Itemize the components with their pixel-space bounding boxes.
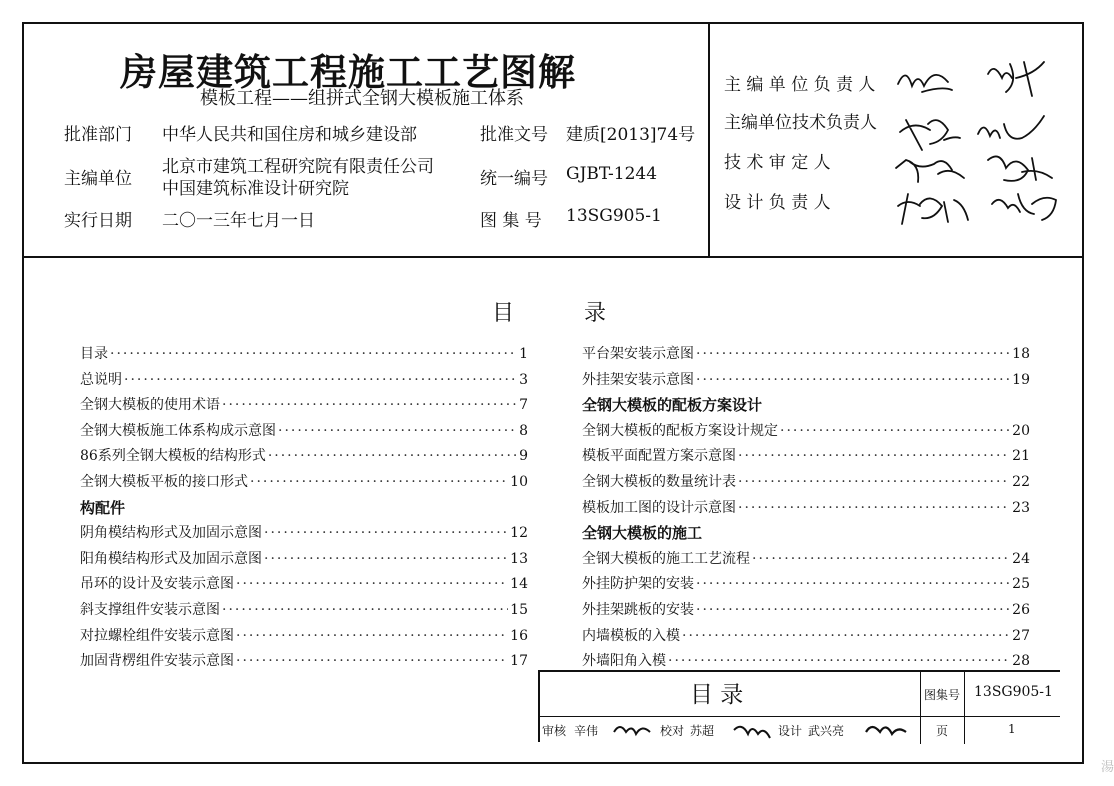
toc-leader-dots [738, 470, 1010, 496]
toc-leader-dots [236, 649, 508, 675]
toc-entry-page: 27 [1012, 627, 1030, 644]
toc-leader-dots [222, 393, 517, 419]
toc-entry-label: 86系列全钢大模板的结构形式 [80, 448, 266, 465]
toc-leader-dots [738, 496, 1010, 522]
toc-section-heading [582, 521, 1030, 547]
toc-leader-dots [278, 419, 517, 445]
toc-entry-label: 全钢大模板的施工工艺流程 [582, 550, 750, 567]
toc-entry[interactable] [80, 419, 528, 445]
toc-entry-label: 吊环的设计及安装示意图 [80, 576, 234, 593]
designer-signature [862, 718, 912, 740]
designer-name: 武兴亮 [808, 724, 845, 738]
toc-entry-label: 平台架安装示意图 [582, 346, 694, 362]
toc-entry[interactable] [582, 444, 1030, 470]
design-label: 设计 [778, 724, 803, 738]
toc-entry[interactable] [582, 419, 1030, 445]
toc-entry-label: 全钢大模板的施工 [582, 524, 703, 543]
toc-entry[interactable] [582, 572, 1030, 598]
toc-entry-page: 1 [519, 346, 528, 362]
toc-leader-dots [236, 572, 508, 598]
sig-row1-label: 主 编 单 位 负 责 人 [724, 75, 876, 95]
toc-entry-label: 斜支撑组件安装示意图 [80, 601, 220, 618]
toc-entry[interactable] [582, 624, 1030, 650]
toc-entry-label: 阴角模结构形式及加固示意图 [80, 525, 262, 542]
date-label: 实行日期 [64, 211, 132, 231]
toc-entry-label: 阳角模结构形式及加固示意图 [80, 550, 262, 567]
reviewer-name: 辛伟 [574, 724, 599, 738]
toc-entry-label: 总说明 [80, 371, 122, 388]
toc-leader-dots [264, 521, 508, 547]
doc-no-value: 建质[2013]74号 [566, 125, 696, 145]
page-number: 1 [1008, 722, 1016, 736]
toc-entry[interactable] [582, 496, 1030, 522]
page-label: 页 [936, 724, 949, 738]
toc-entry-label: 全钢大模板的使用术语 [80, 397, 220, 414]
toc-entry[interactable] [80, 547, 528, 573]
toc-entry-page: 12 [510, 525, 528, 542]
toc-entry-page: 20 [1012, 422, 1030, 439]
editor-label: 主编单位 [64, 169, 132, 189]
doc-no-label: 批准文号 [480, 125, 548, 145]
toc-entry-label: 对拉螺栓组件安装示意图 [80, 627, 234, 644]
toc-leader-dots [738, 444, 1010, 470]
drawing-frame [22, 22, 1084, 764]
title-block-divider [964, 672, 965, 744]
toc-entry-page: 3 [519, 371, 528, 388]
toc-entry[interactable] [80, 649, 528, 675]
toc-section-heading [582, 393, 1030, 419]
toc-left-column [80, 342, 528, 675]
toc-entry-page: 9 [519, 448, 528, 465]
checker-signature [730, 718, 774, 740]
toc-leader-dots [268, 444, 517, 470]
toc-leader-dots [696, 572, 1010, 598]
title-block [538, 670, 1060, 742]
check-label: 校对 [660, 724, 685, 738]
atlas-no-value: 13SG905-1 [566, 206, 662, 226]
page-title: 房屋建筑工程施工工艺图解 [120, 50, 576, 94]
toc-title-right: 录 [584, 301, 607, 326]
toc-entry-label: 全钢大模板的数量统计表 [582, 473, 736, 490]
toc-leader-dots [780, 419, 1010, 445]
toc-entry-page: 14 [510, 576, 528, 593]
unified-no-value: GJBT-1244 [566, 164, 658, 184]
title-block-atlas-value: 13SG905-1 [974, 684, 1053, 700]
toc-entry[interactable] [80, 470, 528, 496]
toc-entry[interactable] [80, 521, 528, 547]
toc-leader-dots [236, 624, 508, 650]
toc-entry-label: 外挂防护架的安装 [582, 576, 694, 593]
toc-entry-label: 外挂架安装示意图 [582, 371, 694, 388]
approval-dept-value: 中华人民共和国住房和城乡建设部 [162, 125, 417, 145]
toc-leader-dots [110, 342, 517, 368]
toc-entry-page: 8 [519, 422, 528, 439]
toc-entry-label: 外墙阳角入模 [582, 653, 666, 670]
approval-dept-label: 批准部门 [64, 125, 132, 145]
toc-entry-label: 全钢大模板平板的接口形式 [80, 473, 248, 490]
watermark: 湯 [1100, 760, 1114, 775]
toc-leader-dots [752, 547, 1010, 573]
editor-value-1: 北京市建筑工程研究院有限责任公司 [162, 157, 434, 177]
title-block-name: 目 录 [690, 682, 744, 708]
toc-entry-page: 25 [1012, 576, 1030, 593]
toc-entry-label: 内墙模板的入模 [582, 627, 680, 644]
toc-entry-page: 24 [1012, 550, 1030, 567]
toc-entry-page: 16 [510, 627, 528, 644]
toc-entry[interactable] [582, 368, 1030, 394]
toc-entry[interactable] [80, 444, 528, 470]
toc-entry[interactable] [80, 598, 528, 624]
toc-entry-page: 22 [1012, 473, 1030, 490]
toc-entry-label: 全钢大模板施工体系构成示意图 [80, 422, 276, 439]
toc-leader-dots [124, 368, 517, 394]
toc-leader-dots [696, 368, 1010, 394]
toc-entry-page: 21 [1012, 448, 1030, 465]
toc-entry[interactable] [80, 393, 528, 419]
toc-entry-label: 构配件 [80, 498, 126, 517]
handwritten-signatures [892, 54, 1072, 244]
toc-entry-label: 加固背楞组件安装示意图 [80, 653, 234, 670]
toc-entry[interactable] [582, 547, 1030, 573]
toc-leader-dots [250, 470, 508, 496]
reviewer-signature [610, 718, 654, 740]
toc-entry-label: 外挂架跳板的安装 [582, 601, 694, 618]
title-block-atlas-label: 图集号 [924, 688, 961, 702]
checker-name: 苏超 [690, 724, 715, 738]
toc-right-column [582, 342, 1030, 675]
page-subtitle: 模板工程——组拼式全钢大模板施工体系 [200, 88, 524, 109]
toc-entry-label: 全钢大模板的配板方案设计规定 [582, 422, 778, 439]
toc-entry[interactable] [582, 470, 1030, 496]
header-divider-horizontal [24, 256, 1082, 258]
toc-leader-dots [696, 598, 1010, 624]
atlas-no-label: 图 集 号 [480, 211, 542, 231]
title-block-row-divider [540, 716, 1060, 717]
toc-leader-dots [264, 547, 508, 573]
toc-entry-page: 13 [510, 550, 528, 567]
unified-no-label: 统一编号 [480, 169, 548, 189]
toc-entry[interactable] [582, 342, 1030, 368]
header-divider-vertical [708, 24, 710, 256]
toc-entry-page: 17 [510, 653, 528, 670]
toc-entry[interactable] [582, 598, 1030, 624]
editor-value-2: 中国建筑标准设计研究院 [162, 179, 349, 199]
toc-entry-page: 19 [1012, 371, 1030, 388]
date-value: 二〇一三年七月一日 [162, 211, 315, 231]
review-label: 审核 [542, 724, 567, 738]
toc-entry-label: 模板加工图的设计示意图 [582, 499, 736, 516]
sig-row2-label: 主编单位技术负责人 [724, 113, 877, 133]
toc-leader-dots [682, 624, 1010, 650]
toc-entry-label: 全钢大模板的配板方案设计 [582, 396, 763, 415]
toc-entry-page: 10 [510, 473, 528, 490]
toc-entry[interactable] [80, 572, 528, 598]
toc-entry[interactable] [80, 624, 528, 650]
toc-entry-page: 28 [1012, 653, 1030, 670]
title-block-divider [920, 672, 921, 744]
toc-entry[interactable] [80, 368, 528, 394]
toc-entry-label: 模板平面配置方案示意图 [582, 448, 736, 465]
toc-title-left: 目 [492, 301, 515, 326]
toc-leader-dots [222, 598, 508, 624]
toc-entry-page: 23 [1012, 499, 1030, 516]
toc-entry-page: 26 [1012, 601, 1030, 618]
toc-section-heading [80, 496, 528, 522]
toc-entry-label: 目录 [80, 346, 108, 362]
toc-entry-page: 18 [1012, 346, 1030, 362]
toc-entry-page: 7 [519, 397, 528, 414]
toc-entry-page: 15 [510, 601, 528, 618]
toc-entry[interactable] [80, 342, 528, 368]
sig-row4-label: 设 计 负 责 人 [724, 193, 831, 213]
sig-row3-label: 技 术 审 定 人 [724, 153, 831, 173]
toc-leader-dots [696, 342, 1010, 368]
